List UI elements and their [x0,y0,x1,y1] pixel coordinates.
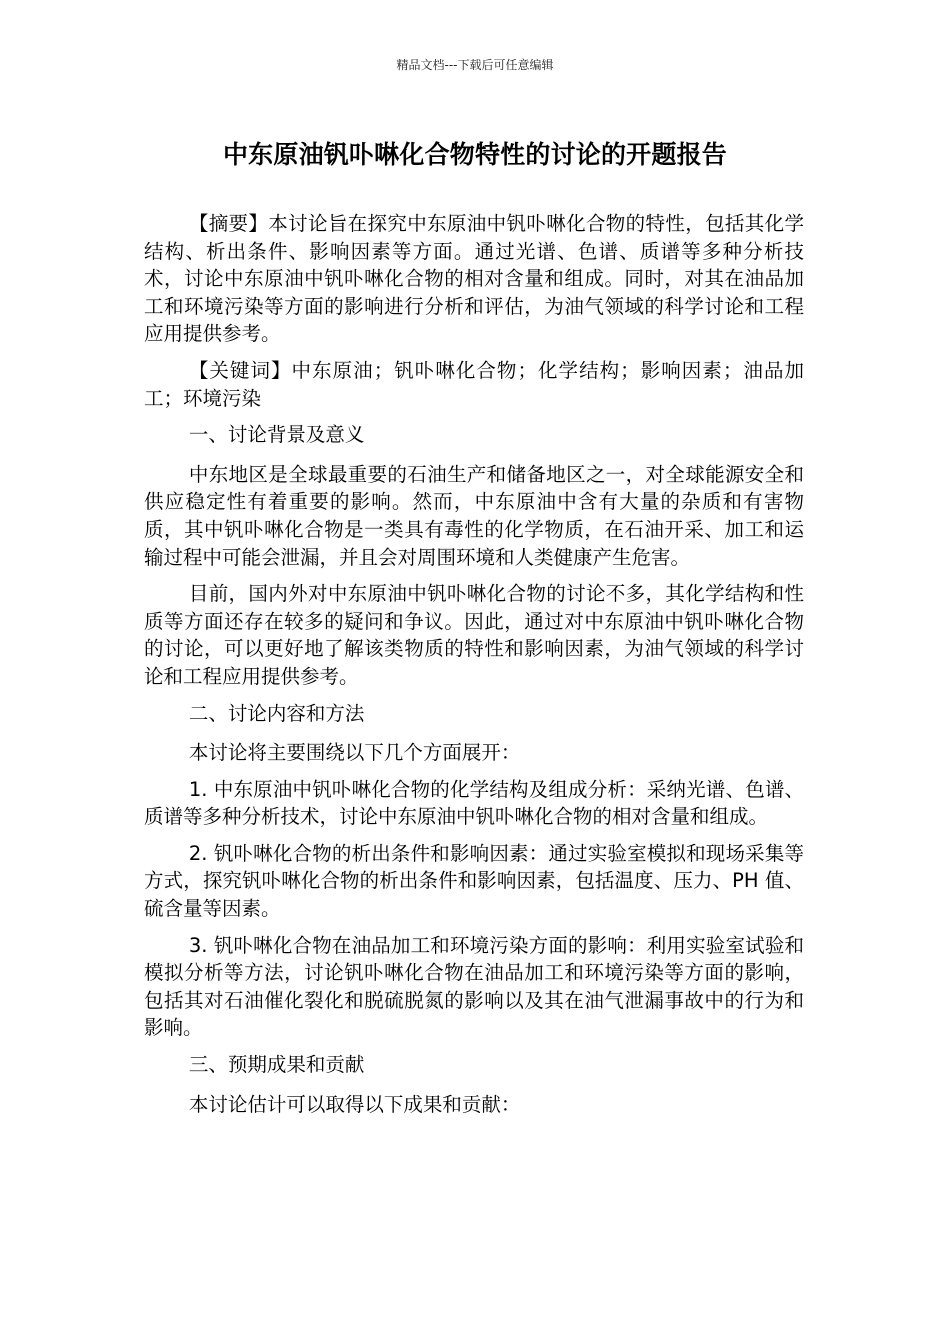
list-item: 3. 钒卟啉化合物在油品加工和环境污染方面的影响：利用实验室试验和模拟分析等方法，讨论钒卟啉化合物在油品加工和环境污染等方面的影响，包括其对石油催化裂化和脱硫脱氮的影响以及其在油气泄漏事故中的行为和影响。 [144,933,804,1040]
body-paragraph: 本讨论将主要围绕以下几个方面展开： [188,741,521,765]
keywords-paragraph: 【关键词】中东原油；钒卟啉化合物；化学结构；影响因素；油品加工；环境污染 [144,358,804,410]
body-paragraph: 目前，国内外对中东原油中钒卟啉化合物的讨论不多，其化学结构和性质等方面还存在较多的疑问和争议。因此，通过对中东原油中钒卟啉化合物的讨论，可以更好地了解该类物质的特性和影响因素，为油气领域的科学讨论和工程应用提供参考。 [144,582,804,688]
page-header: 精品文档---下载后可任意编辑 [396,58,554,72]
list-item: 2. 钒卟啉化合物的析出条件和影响因素：通过实验室模拟和现场采集等方式，探究钒卟啉化合物的析出条件和影响因素，包括温度、压力、PH 值、硫含量等因素。 [144,841,804,921]
document-title: 中东原油钒卟啉化合物特性的讨论的开题报告 [222,140,727,169]
abstract-paragraph: 【摘要】本讨论旨在探究中东原油中钒卟啉化合物的特性，包括其化学结构、析出条件、影响因素等方面。通过光谱、色谱、质谱等多种分析技术，讨论中东原油中钒卟啉化合物的相对含量和组成。同时，对其在油品加工和环境污染等方面的影响进行分析和评估，为油气领域的科学讨论和工程应用提供参考。 [144,212,804,346]
section-heading-expected-results: 三、预期成果和贡献 [188,1053,365,1077]
section-heading-content-methods: 二、讨论内容和方法 [188,701,365,725]
document-body [144,210,804,1127]
section-heading-background: 一、讨论背景及意义 [188,423,365,447]
body-paragraph: 中东地区是全球最重要的石油生产和储备地区之一，对全球能源安全和供应稳定性有着重要的影响。然而，中东原油中含有大量的杂质和有害物质，其中钒卟啉化合物是一类具有毒性的化学物质，在石油开采、加工和运输过程中可能会泄漏，并且会对周围环境和人类健康产生危害。 [144,462,804,569]
body-paragraph: 本讨论估计可以取得以下成果和贡献： [188,1092,521,1116]
list-item: 1. 中东原油中钒卟啉化合物的化学结构及组成分析：采纳光谱、色谱、质谱等多种分析技术，讨论中东原油中钒卟啉化合物的相对含量和组成。 [144,777,804,829]
